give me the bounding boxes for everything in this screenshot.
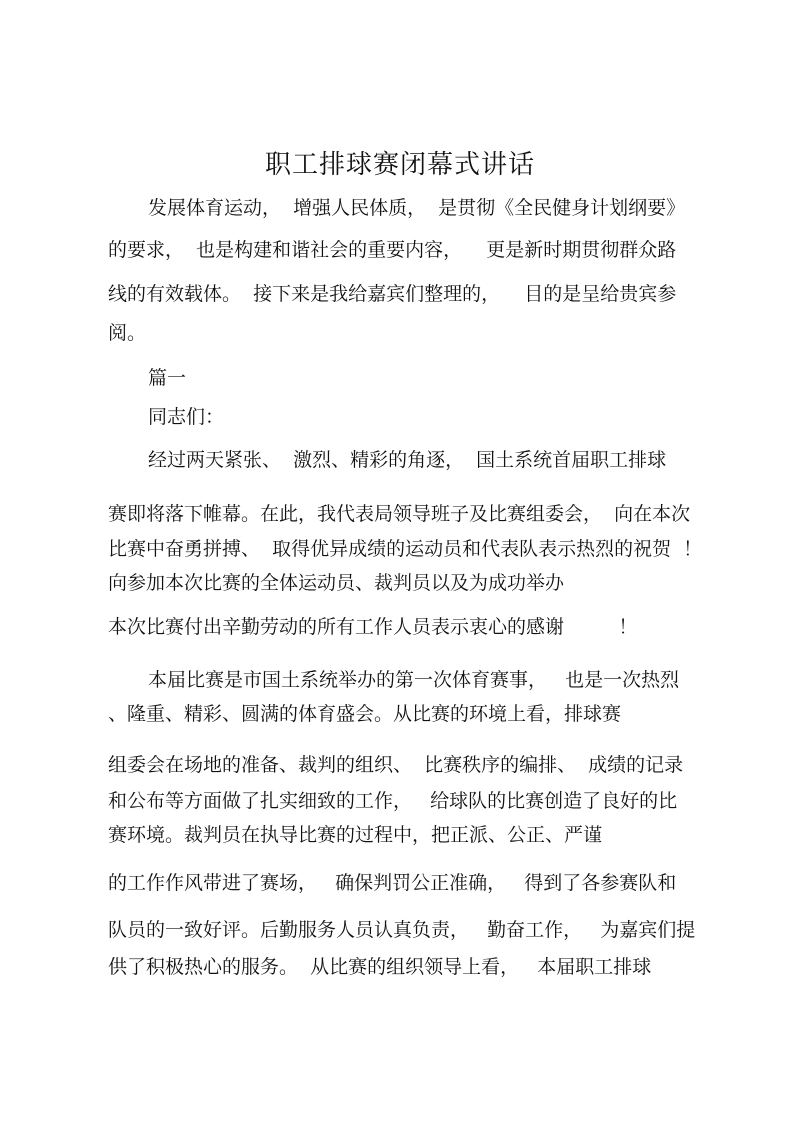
text-line: 赛环境。裁判员在执导比赛的过程中，把正派、公正、严谨 bbox=[108, 824, 603, 846]
text-line: 线的有效载体。 接下来是我给嘉宾们整理的， 目的是呈给贵宾参 bbox=[108, 283, 677, 305]
document-title: 职工排球赛闭幕式讲话 bbox=[264, 150, 535, 180]
text-line: 经过两天紧张、 激烈、精彩的角逐， 国土系统首届职工排球 bbox=[148, 449, 667, 471]
text-line: 的工作作风带进了赛场， 确保判罚公正准确， 得到了各参赛队和 bbox=[108, 872, 677, 894]
text-line: 、隆重、精彩、圆满的体育盛会。从比赛的环境上看，排球赛 bbox=[108, 703, 622, 725]
text-line: 供了积极热心的服务。 从比赛的组织领导上看， 本届职工排球 bbox=[108, 956, 652, 978]
salutation: 同志们： bbox=[148, 406, 225, 428]
text-line: 队员的一致好评。后勤服务人员认真负责， 勤奋工作， 为嘉宾们提 bbox=[108, 919, 696, 941]
text-line: 的要求， 也是构建和谐社会的重要内容， 更是新时期贯彻群众路 bbox=[108, 239, 677, 261]
section-heading: 篇一 bbox=[148, 367, 187, 389]
text-line: 本届比赛是市国土系统举办的第一次体育赛事， 也是一次热烈 bbox=[148, 669, 680, 691]
text-line: 阅。 bbox=[108, 322, 147, 344]
text-line: 比赛中奋勇拼搏、 取得优异成绩的运动员和代表队表示热烈的祝贺 ！ bbox=[108, 538, 703, 560]
text-line: 本次比赛付出辛勤劳动的所有工作人员表示衷心的感谢 ！ bbox=[108, 616, 638, 638]
text-line: 向参加本次比赛的全体运动员、裁判员以及为成功举办 bbox=[108, 572, 565, 594]
text-line: 赛即将落下帷幕。在此，我代表局领导班子及比赛组委会， 向在本次 bbox=[108, 503, 691, 525]
text-line: 和公布等方面做了扎实细致的工作， 给球队的比赛创造了良好的比 bbox=[108, 790, 678, 812]
text-line: 组委会在场地的准备、裁判的组织、 比赛秩序的编排、 成绩的记录 bbox=[108, 754, 684, 776]
text-line: 发展体育运动， 增强人民体质， 是贯彻《全民健身计划纲要》 bbox=[148, 197, 686, 219]
